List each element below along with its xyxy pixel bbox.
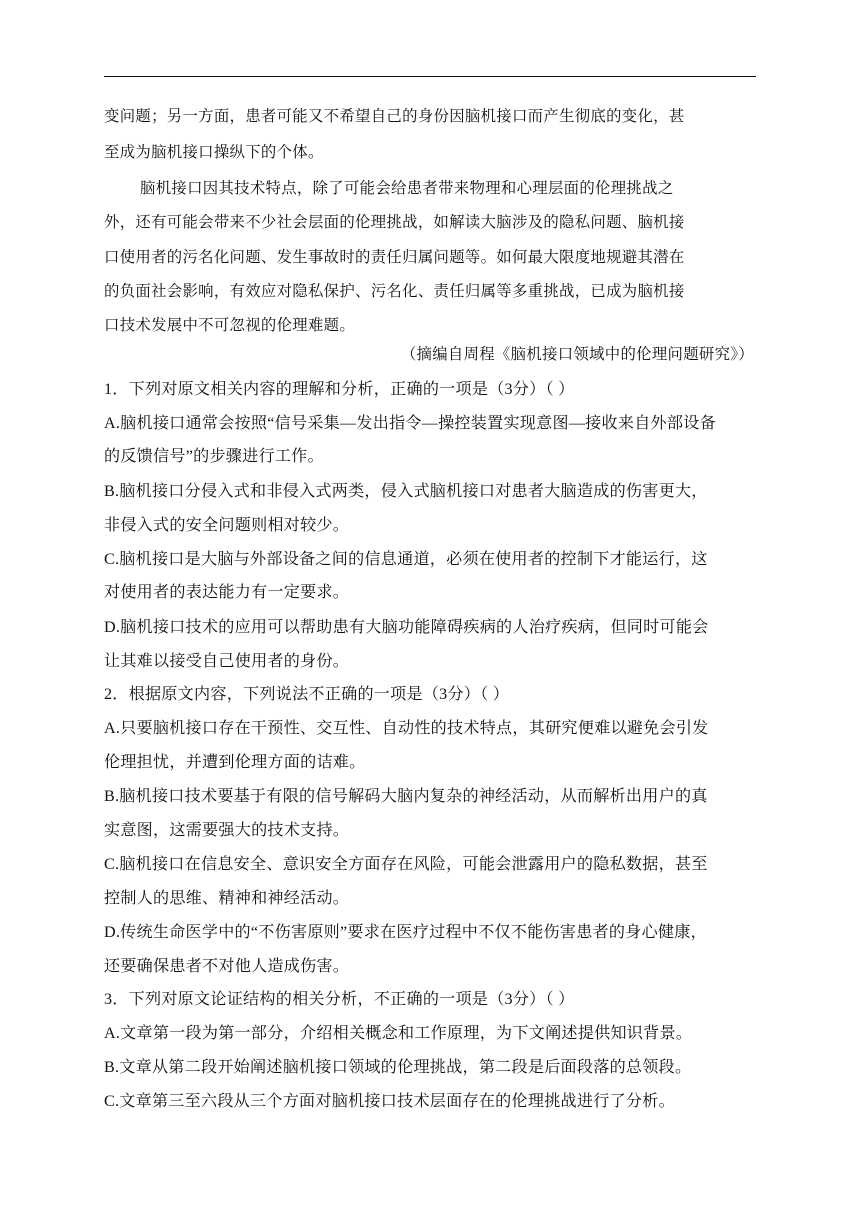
option-d-cont: 还要确保患者不对他人造成伤害。 [104, 958, 350, 975]
option-b: B.脑机接口技术要基于有限的信号解码大脑内复杂的神经活动，从而解析出用户的真 [104, 788, 708, 805]
option-b-cont: 非侵入式的安全问题则相对较少。 [104, 517, 350, 534]
question-stem: 2．根据原文内容，下列说法不正确的一项是（3分）（ ） [104, 686, 510, 703]
option-a: A.文章第一段为第一部分，介绍相关概念和工作原理，为下文阐述提供知识背景。 [104, 1025, 693, 1042]
question-stem: 3．下列对原文论证结构的相关分析，不正确的一项是（3分）（ ） [104, 991, 575, 1008]
option-a: A.脑机接口通常会按照“信号采集—发出指令—操控装置实现意图—接收来自外部设备 [104, 415, 716, 432]
passage-line: 外，还有可能会带来不少社会层面的伦理挑战，如解读大脑涉及的隐私问题、脑机接 [104, 213, 685, 231]
passage-line: 口使用者的污名化问题、发生事故时的责任归属问题等。如何最大限度地规避其潜在 [104, 248, 685, 266]
option-c-cont: 控制人的思维、精神和神经活动。 [104, 890, 350, 907]
option-b-cont: 实意图，这需要强大的技术支持。 [104, 822, 350, 839]
option-a-cont: 伦理担忧，并遭到伦理方面的诘难。 [104, 754, 366, 771]
passage-line: 至成为脑机接口操纵下的个体。 [104, 143, 324, 161]
option-c-cont: 对使用者的表达能力有一定要求。 [104, 584, 350, 601]
passage-line: 脑机接口因其技术特点，除了可能会给患者带来物理和心理层面的伦理挑战之 [140, 179, 674, 197]
option-c: C.文章第三至六段从三个方面对脑机接口技术层面存在的伦理挑战进行了分析。 [104, 1093, 675, 1110]
option-a-cont: 的反馈信号”的步骤进行工作。 [104, 448, 324, 465]
option-d: D.传统生命医学中的“不伤害原则”要求在医疗过程中不仅不能伤害患者的身心健康， [104, 924, 707, 941]
option-b: B.脑机接口分侵入式和非侵入式两类，侵入式脑机接口对患者大脑造成的伤害更大， [104, 483, 708, 500]
source-citation: （摘编自周程《脑机接口领域中的伦理问题研究》） [400, 345, 754, 363]
question-stem: 1．下列对原文相关内容的理解和分析，正确的一项是（3分）（ ） [104, 381, 575, 398]
header-rule [104, 76, 756, 77]
passage-line: 口技术发展中不可忽视的伦理难题。 [104, 316, 356, 334]
option-a: A.只要脑机接口存在干预性、交互性、自动性的技术特点，其研究便难以避免会引发 [104, 720, 709, 737]
passage-line: 的负面社会影响，有效应对隐私保护、污名化、责任归属等多重挑战，已成为脑机接 [104, 282, 685, 300]
option-c: C.脑机接口在信息安全、意识安全方面存在风险，可能会泄露用户的隐私数据，甚至 [104, 856, 708, 873]
option-b: B.文章从第二段开始阐述脑机接口领域的伦理挑战，第二段是后面段落的总领段。 [104, 1059, 692, 1076]
passage-line: 变问题；另一方面，患者可能又不希望自己的身份因脑机接口而产生彻底的变化，甚 [104, 107, 685, 125]
option-d: D.脑机接口技术的应用可以帮助患有大脑功能障碍疾病的人治疗疾病，但同时可能会 [104, 619, 709, 636]
option-c: C.脑机接口是大脑与外部设备之间的信息通道，必须在使用者的控制下才能运行，这 [104, 551, 708, 568]
option-d-cont: 让其难以接受自己使用者的身份。 [104, 653, 350, 670]
